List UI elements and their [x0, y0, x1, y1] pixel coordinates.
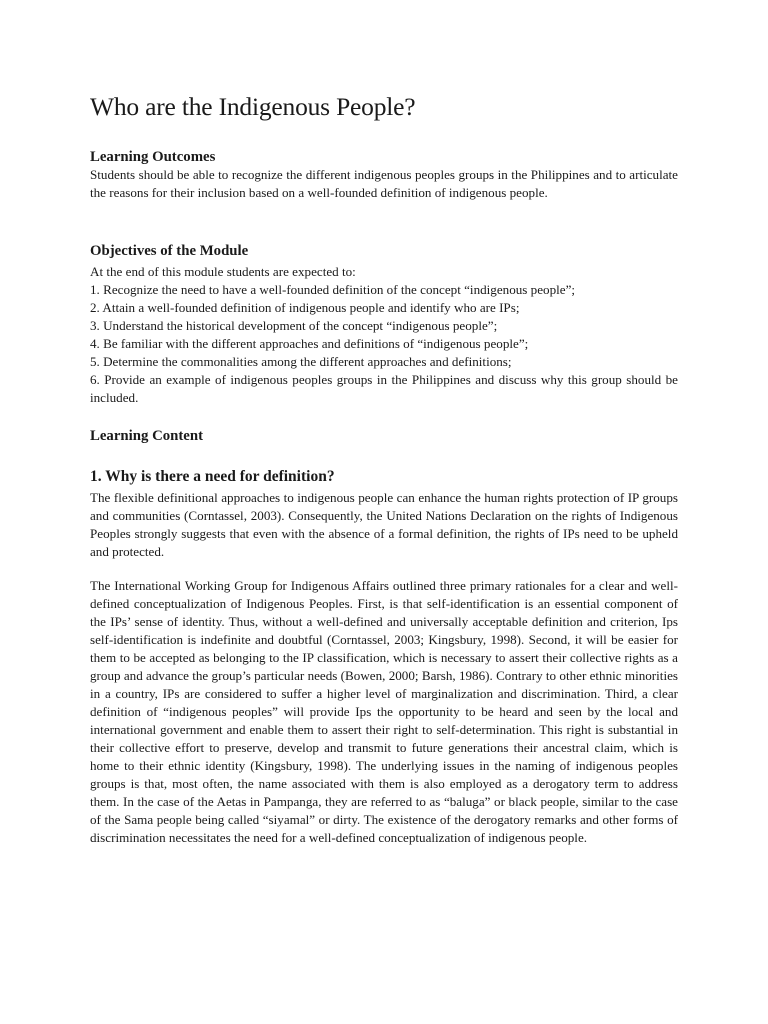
objectives-intro: At the end of this module students are expected to:: [90, 264, 356, 279]
learning-outcomes-heading: Learning Outcomes: [90, 149, 216, 165]
section-1-paragraph-1: The flexible definitional approaches to indigenous people can enhance the human rights protection of IP groups and communities (Corntassel, 2003). Consequently, the United Nations Declaration on the rights of Indigenous Peoples strongly suggests that even with the absence of a formal definition, the rights of IPs need to be upheld and protected.: [90, 490, 678, 559]
learning-outcomes-text: Students should be able to recognize the different indigenous peoples groups in the Philippines and to articulate the reasons for their inclusion based on a well-founded definition of indigenous people.: [90, 167, 678, 200]
objectives-list: [90, 281, 678, 407]
learning-content-heading: Learning Content: [90, 428, 204, 444]
list-item: 3. Understand the historical development of the concept “indigenous people”;: [90, 318, 498, 333]
objectives-heading: Objectives of the Module: [90, 243, 249, 259]
objectives-block: [90, 263, 678, 407]
list-item: 2. Attain a well-founded definition of indigenous people and identify who are IPs;: [90, 300, 520, 315]
section-1-paragraph-2: The International Working Group for Indigenous Affairs outlined three primary rationales for a clear and well-defined conceptualization of Indigenous Peoples. First, is that self-identification is an essential component of the IPs’ sense of identity. Thus, without a well-defined and universally acceptable definition and criterion, Ips self-identification is indefinite and doubtful (Corntassel, 2003; Kingsbury, 1998). Second, it will be easier for them to be accepted as belonging to the IP classification, which is necessary to assert their collective rights as a group and advance the group’s particular needs (Bowen, 2000; Barsh, 1986). Contrary to other ethnic minorities in a country, IPs are considered to suffer a higher level of marginalization and discrimination. Third, a clear definition of “indigenous peoples” will provide Ips the opportunity to be heard and seen by the local and international government and enable them to assert their right to self-determination. This right is substantial in their collective effort to preserve, develop and transmit to future generations their ancestral claim, which is home to their ethnic identity (Kingsbury, 1998). The underlying issues in the naming of indigenous peoples groups is that, most often, the name associated with them is also employed as a derogatory term to address them. In the case of the Aetas in Pampanga, they are referred to as “baluga” or black people, similar to the case of the Sama people being called “siyamal” or dirty. The existence of the derogatory remarks and other forms of discrimination necessitates the need for a well-defined conceptualization of indigenous people.: [90, 578, 678, 845]
list-item: 5. Determine the commonalities among the different approaches and definitions;: [90, 354, 512, 369]
list-item: 4. Be familiar with the different approaches and definitions of “indigenous people”;: [90, 336, 529, 351]
page-title: Who are the Indigenous People?: [90, 92, 416, 121]
list-item: 1. Recognize the need to have a well-founded definition of the concept “indigenous people”;: [90, 282, 576, 297]
list-item: 6. Provide an example of indigenous peoples groups in the Philippines and discuss why this group should be included.: [90, 372, 678, 405]
section-1-heading: 1. Why is there a need for definition?: [90, 468, 335, 485]
